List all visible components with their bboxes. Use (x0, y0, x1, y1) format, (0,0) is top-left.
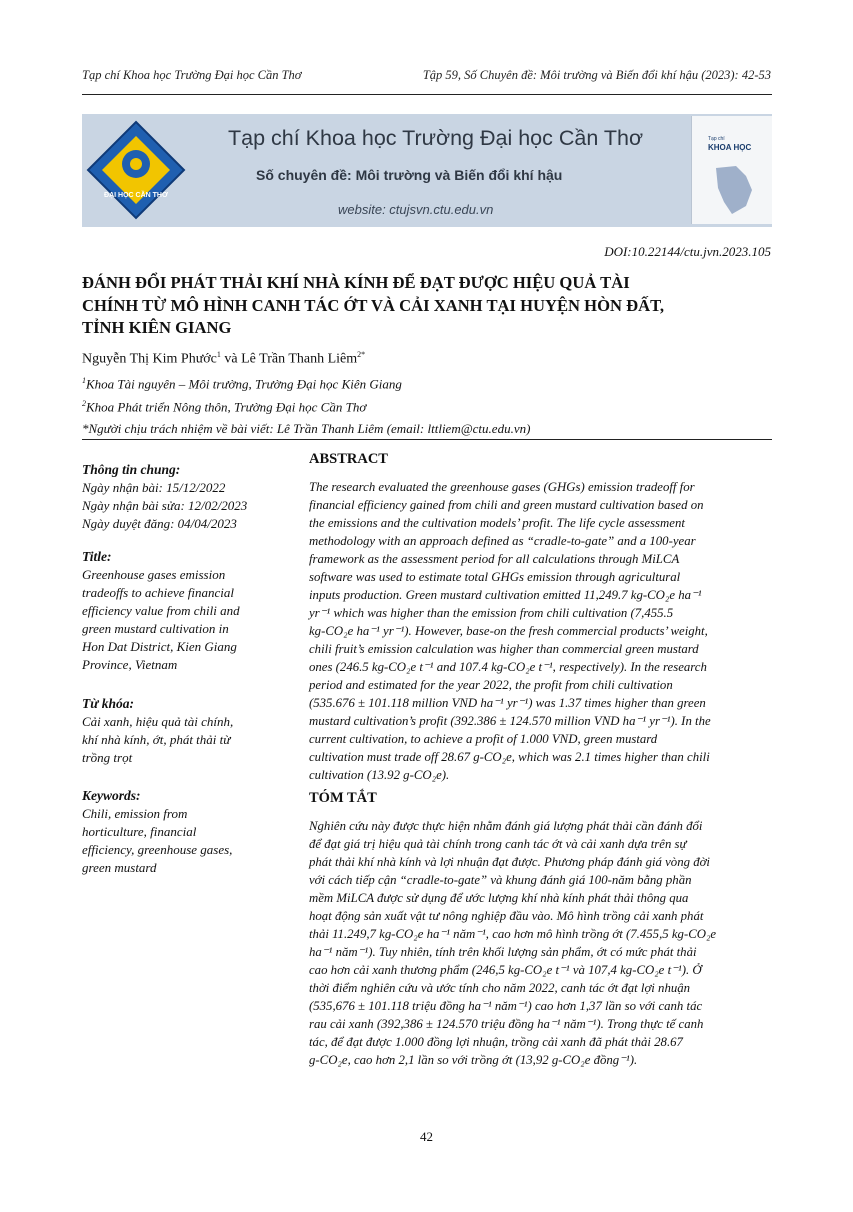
abstract-line: The research evaluated the greenhouse gases (GHGs) emission tradeoff for (309, 480, 695, 494)
info-heading: Thông tin chung: (82, 462, 181, 477)
banner-website: website: ctujsvn.ctu.edu.vn (338, 202, 494, 217)
title-line: ĐÁNH ĐỔI PHÁT THẢI KHÍ NHÀ KÍNH ĐỂ ĐẠT ĐƯỢC HIỆU QUẢ TÀI (82, 273, 630, 292)
affiliation (82, 376, 402, 392)
date-revised: Ngày nhận bài sửa: 12/02/2023 (82, 498, 248, 513)
author-list (82, 350, 365, 368)
map-icon (706, 162, 762, 218)
tomtat-line: để đạt giá trị hiệu quả tài chính trong canh tác ớt và cải xanh dựa trên sự (309, 837, 687, 851)
title-heading: Title: (82, 549, 112, 564)
cover-title: KHOA HỌC (708, 143, 752, 152)
running-header-journal: Tạp chí Khoa học Trường Đại học Cần Thơ (82, 68, 302, 82)
keywords-heading: Keywords: (82, 788, 141, 803)
author-conjunction: và (220, 351, 242, 367)
tomtat-line: (535,676 ± 101.118 triệu đồng ha⁻¹ năm⁻¹) cao hơn 1,37 lần so với canh tác (309, 999, 703, 1013)
keyword-line: efficiency, greenhouse gases, (82, 842, 233, 857)
english-title-line: Greenhouse gases emission (82, 567, 226, 582)
doi: DOI:10.22144/ctu.jvn.2023.105 (604, 244, 771, 259)
journal-cover-thumbnail (691, 116, 772, 224)
abstract-line: cultivation (13.92 g-CO₂e). (309, 768, 450, 782)
running-header-issue: Tập 59, Số Chuyên đề: Môi trường và Biến đổi khí hậu (2023): 42-53 (422, 68, 771, 82)
logo-text: ĐẠI HỌC CẦN THƠ (104, 192, 168, 199)
abstract-line: ones (246.5 kg-CO₂e t⁻¹ and 107.4 kg-CO₂e t⁻¹, respectively). In the research (309, 660, 707, 674)
section-divider (82, 439, 772, 440)
header-divider (82, 94, 772, 95)
tomtat-line: ha⁻¹ năm⁻¹). Tuy nhiên, tính trên khối lượng sản phẩm, ớt có mức phát thải (309, 945, 697, 959)
abstract-line: cultivation must trade off 28.67 g-CO₂e, which was 2.1 times higher than chili (309, 750, 710, 764)
article-title (82, 272, 772, 340)
university-logo (86, 120, 186, 220)
keyword-line: horticulture, financial (82, 824, 197, 839)
english-title-block (82, 548, 282, 674)
journal-banner (82, 114, 772, 227)
english-keywords (82, 787, 282, 877)
corresponding-author (82, 421, 530, 437)
abstract-line: framework as the assessment period for all calculations through MiLCA (309, 552, 680, 566)
title-line: TỈNH KIÊN GIANG (82, 318, 232, 337)
keyword-line: khí nhà kính, ớt, phát thải từ (82, 732, 231, 747)
english-title-line: efficiency value from chili and (82, 603, 240, 618)
english-title-line: Province, Vietnam (82, 657, 178, 672)
tomtat-body (309, 817, 772, 1069)
english-title-line: green mustard cultivation in (82, 621, 229, 636)
affiliation (82, 399, 366, 415)
article-info (82, 461, 282, 533)
author-affiliation-mark: 2* (357, 350, 366, 359)
tomtat-heading: TÓM TẮT (309, 790, 377, 806)
abstract-heading: ABSTRACT (309, 451, 388, 467)
abstract-line: period and estimated for the year 2022, the profit from chili cultivation (309, 678, 673, 692)
tomtat-line: hoạt động sản xuất vật tư nông nghiệp đầu vào. Mô hình trồng cải xanh phát (309, 909, 704, 923)
abstract-line: current cultivation, to achieve a profit of 1.000 VND, green mustard (309, 732, 658, 746)
tomtat-line: g-CO₂e, cao hơn 2,1 lần so với trồng ớt (13,92 g-CO₂e đồng⁻¹). (309, 1053, 638, 1067)
page-number: 42 (420, 1129, 433, 1144)
author-name: Nguyễn Thị Kim Phước (82, 351, 217, 367)
tomtat-line: phát thải khí nhà kính và lợi nhuận đạt được. Phương pháp đánh giá vòng đời (309, 855, 710, 869)
date-accepted: Ngày duyệt đăng: 04/04/2023 (82, 516, 237, 531)
abstract-line: kg-CO₂e ha⁻¹ yr⁻¹). However, base-on the fresh commercial products’ weight, (309, 624, 708, 638)
tomtat-line: tác, để đạt được 1.000 đồng lợi nhuận, trồng cải xanh đã phát thải 28.67 (309, 1035, 683, 1049)
abstract-line: inputs production. Green mustard cultivation emitted 11,249.7 kg-CO₂e ha⁻¹ (309, 588, 702, 602)
tukhoa-heading: Từ khóa: (82, 696, 134, 711)
keyword-line: Chili, emission from (82, 806, 188, 821)
abstract-body (309, 478, 772, 784)
tomtat-line: cao hơn cải xanh thương phẩm (246,5 kg-CO₂e t⁻¹ và 107,4 kg-CO₂e t⁻¹). Ở (309, 963, 702, 977)
corresponding-author-text: *Người chịu trách nhiệm về bài viết: Lê Trần Thanh Liêm (email: lttliem@ctu.edu.vn) (82, 421, 531, 436)
affiliation-mark: 1 (82, 376, 86, 385)
english-title-line: Hon Dat District, Kien Giang (82, 639, 237, 654)
abstract-line: yr⁻¹ which was higher than the emission from chili cultivation (7,455.5 (309, 606, 674, 620)
english-title-line: tradeoffs to achieve financial (82, 585, 234, 600)
abstract-line: financial efficiency gained from chili and green mustard cultivation based on (309, 498, 704, 512)
affiliation-text: Khoa Tài nguyên – Môi trường, Trường Đại học Kiên Giang (86, 376, 402, 392)
abstract-line: software was used to estimate total GHGs emission through agricultural (309, 570, 681, 584)
abstract-line: chili fruit’s emission calculation was higher than commercial green mustard (309, 642, 699, 656)
tomtat-line: thải 11.249,7 kg-CO₂e ha⁻¹ năm⁻¹, cao hơn mô hình trồng ớt (7.455,5 kg-CO₂e (309, 927, 717, 941)
abstract-line: methodology with an approach defined as “cradle-to-gate” and a 100-year (309, 534, 696, 548)
tomtat-line: với cách tiếp cận “cradle-to-gate” và khung đánh giá 100-năm bằng phần (309, 873, 692, 887)
vietnamese-keywords (82, 695, 282, 767)
affiliation-mark: 2 (82, 399, 86, 408)
author-name: Lê Trần Thanh Liêm (241, 351, 358, 367)
banner-subtitle: Số chuyên đề: Môi trường và Biến đổi khí hậu (256, 167, 563, 183)
keyword-line: green mustard (82, 860, 157, 875)
banner-title: Tạp chí Khoa học Trường Đại học Cần Thơ (228, 126, 644, 150)
tomtat-line: rau cải xanh (392,386 ± 124.570 triệu đồng ha⁻¹ năm⁻¹). Trong thực tế canh (309, 1017, 704, 1031)
abstract-line: the emissions and the cultivation models’ profit. The life cycle assessment (309, 516, 685, 530)
tomtat-line: Nghiên cứu này được thực hiện nhằm đánh giá lượng phát thải cần đánh đổi (309, 819, 703, 833)
keyword-line: trồng trọt (82, 750, 133, 765)
keyword-line: Cải xanh, hiệu quả tài chính, (82, 714, 234, 729)
affiliation-text: Khoa Phát triển Nông thôn, Trường Đại học Cần Thơ (86, 399, 367, 415)
title-line: CHÍNH TỪ MÔ HÌNH CANH TÁC ỚT VÀ CẢI XANH TẠI HUYỆN HÒN ĐẤT, (82, 295, 665, 315)
abstract-line: mustard cultivation’s profit (392.386 ± 124.570 million VND ha⁻¹ yr⁻¹). In the (309, 714, 711, 728)
tomtat-line: thời điểm nghiên cứu và ước tính cho năm 2022, canh tác ớt đạt lợi nhuận (309, 981, 691, 995)
abstract-line: (535.676 ± 101.118 million VND ha⁻¹ yr⁻¹) was 1.37 times higher than green (309, 696, 706, 710)
author-affiliation-mark: 1 (216, 350, 221, 359)
tomtat-line: mềm MiLCA được sử dụng để ước lượng khí nhà kính phát thải thông qua (309, 891, 689, 905)
date-received: Ngày nhận bài: 15/12/2022 (82, 480, 226, 495)
cover-small-text: Tạp chí (708, 136, 725, 142)
